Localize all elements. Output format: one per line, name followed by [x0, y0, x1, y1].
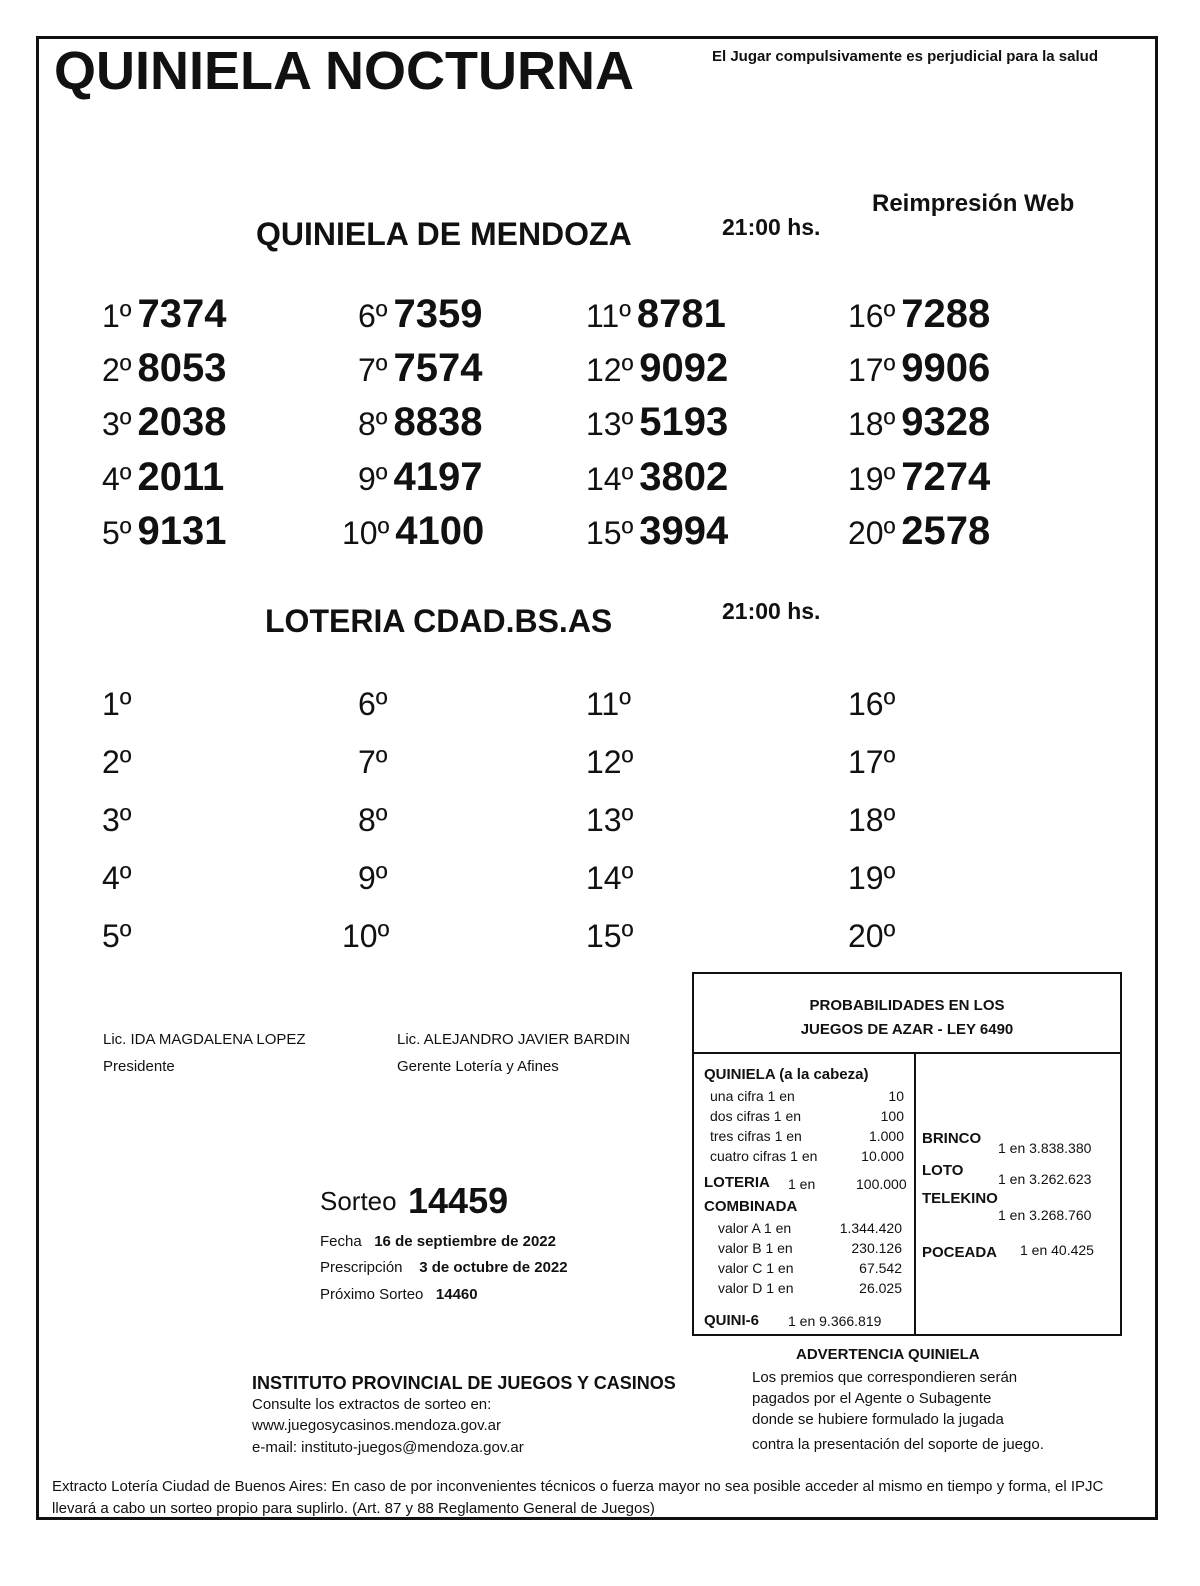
quiniela-prob-value: 100 [880, 1108, 904, 1124]
loteria-position: 2º [102, 744, 132, 780]
mendoza-result-row [102, 292, 226, 337]
quini6-prob-value: 1 en 9.366.819 [788, 1313, 882, 1329]
advertencia-title: ADVERTENCIA QUINIELA [796, 1346, 980, 1363]
mendoza-result-position: 6º [358, 298, 388, 334]
poceada-prob-label: POCEADA [922, 1244, 998, 1261]
combinada-prob-label: valor B 1 en [718, 1240, 793, 1256]
mendoza-result-row [102, 346, 226, 391]
combinada-prob-value: 67.542 [859, 1260, 902, 1276]
instituto-name: INSTITUTO PROVINCIAL DE JUEGOS Y CASINOS [252, 1373, 676, 1393]
mendoza-result-number: 8781 [636, 292, 726, 336]
loteria-title: LOTERIA CDAD.BS.AS [265, 603, 613, 639]
probabilities-header [694, 974, 1120, 1054]
mendoza-result-position: 18º [848, 406, 896, 442]
probabilities-title-2: JUEGOS DE AZAR - LEY 6490 [800, 1021, 1014, 1038]
probabilities-title-1: PROBABILIDADES EN LOS [809, 997, 1005, 1014]
mendoza-result-number: 2011 [137, 455, 225, 499]
mendoza-result-position: 16º [848, 298, 896, 334]
mendoza-result-number: 4197 [393, 455, 483, 499]
fecha-value: 16 de septiembre de 2022 [374, 1233, 556, 1250]
mendoza-result-row [102, 400, 226, 445]
mendoza-result-row [586, 509, 728, 554]
mendoza-result-position: 15º [586, 515, 634, 551]
advertencia-line-4: contra la presentación del soporte de juego. [752, 1436, 1044, 1453]
mendoza-result-position: 3º [102, 406, 132, 442]
signature-right-role: Gerente Lotería y Afines [397, 1058, 559, 1075]
health-warning: El Jugar compulsivamente es perjudicial para la salud [712, 48, 1098, 65]
mendoza-result-position: 8º [358, 406, 388, 442]
mendoza-result-position: 9º [358, 461, 388, 497]
prescripcion-row [320, 1259, 568, 1276]
loteria-position: 17º [848, 744, 896, 780]
combinada-prob-value: 1.344.420 [839, 1220, 902, 1236]
mendoza-result-position: 7º [358, 352, 388, 388]
advertencia-line-3: donde se hubiere formulado la jugada [752, 1411, 1004, 1428]
mendoza-result-number: 9092 [639, 346, 729, 390]
mendoza-result-position: 5º [102, 515, 132, 551]
mendoza-time: 21:00 hs. [722, 214, 821, 240]
advertencia-line-1: Los premios que correspondieren serán [752, 1369, 1018, 1386]
probabilities-divider [914, 1054, 916, 1334]
signature-left-name: Lic. IDA MAGDALENA LOPEZ [103, 1031, 306, 1048]
instituto-email: e-mail: instituto-juegos@mendoza.gov.ar [252, 1439, 524, 1456]
mendoza-result-row [848, 292, 990, 337]
probabilities-box [692, 972, 1122, 1336]
combinada-prob-label: valor A 1 en [718, 1220, 792, 1236]
loto-prob-label: LOTO [922, 1162, 964, 1179]
quiniela-prob-label: tres cifras 1 en [710, 1128, 802, 1144]
mendoza-result-number: 7574 [393, 346, 483, 390]
loteria-position: 7º [358, 744, 388, 780]
page-title: QUINIELA NOCTURNA [54, 41, 634, 101]
advertencia-line-2: pagados por el Agente o Subagente [752, 1390, 992, 1407]
mendoza-result-number: 7374 [137, 292, 227, 336]
brinco-prob-value: 1 en 3.838.380 [998, 1140, 1092, 1156]
mendoza-result-number: 5193 [639, 400, 729, 444]
mendoza-result-row [342, 509, 484, 554]
loteria-time: 21:00 hs. [722, 598, 821, 624]
loteria-position: 18º [848, 802, 896, 838]
mendoza-result-row [358, 346, 482, 391]
mendoza-title: QUINIELA DE MENDOZA [256, 216, 632, 252]
quiniela-prob-label: una cifra 1 en [710, 1088, 795, 1104]
mendoza-result-row [848, 455, 990, 500]
loteria-position: 19º [848, 860, 896, 896]
mendoza-result-row [358, 292, 482, 337]
loteria-position: 1º [102, 686, 132, 722]
mendoza-result-position: 10º [342, 515, 390, 551]
mendoza-result-number: 4100 [395, 509, 485, 553]
mendoza-result-row [848, 400, 990, 445]
mendoza-result-position: 19º [848, 461, 896, 497]
mendoza-result-row [586, 455, 728, 500]
quini6-prob-label: QUINI-6 [704, 1312, 760, 1329]
mendoza-result-position: 12º [586, 352, 634, 388]
instituto-website: www.juegosycasinos.mendoza.gov.ar [252, 1417, 502, 1434]
proximo-value: 14460 [435, 1286, 478, 1303]
mendoza-result-number: 8838 [393, 400, 483, 444]
proximo-row [320, 1286, 478, 1303]
mendoza-result-number: 9906 [901, 346, 991, 390]
combinada-prob-title: COMBINADA [704, 1198, 798, 1215]
loteria-prob-label: LOTERIA [704, 1174, 770, 1191]
mendoza-result-number: 7288 [901, 292, 991, 336]
brinco-prob-label: BRINCO [922, 1130, 982, 1147]
signature-left-role: Presidente [103, 1058, 175, 1075]
loteria-position: 8º [358, 802, 388, 838]
mendoza-result-position: 20º [848, 515, 896, 551]
fecha-label: Fecha [320, 1233, 362, 1250]
mendoza-result-number: 7274 [901, 455, 991, 499]
loteria-position: 4º [102, 860, 132, 896]
quiniela-prob-value: 10 [888, 1088, 904, 1104]
loteria-position: 12º [586, 744, 634, 780]
loteria-position: 9º [358, 860, 388, 896]
mendoza-result-position: 4º [102, 461, 132, 497]
fecha-row [320, 1233, 556, 1250]
mendoza-result-number: 2578 [901, 509, 991, 553]
mendoza-result-number: 3994 [639, 509, 729, 553]
loteria-position: 11º [586, 686, 631, 722]
mendoza-result-row [102, 455, 224, 500]
mendoza-result-number: 3802 [639, 455, 729, 499]
combinada-prob-value: 230.126 [851, 1240, 902, 1256]
quiniela-prob-value: 10.000 [861, 1148, 904, 1164]
mendoza-result-position: 11º [586, 298, 631, 334]
mendoza-result-number: 8053 [137, 346, 227, 390]
mendoza-result-position: 17º [848, 352, 896, 388]
quiniela-prob-label: cuatro cifras 1 en [710, 1148, 818, 1164]
prescripcion-value: 3 de octubre de 2022 [419, 1259, 568, 1276]
loteria-position: 5º [102, 918, 132, 954]
mendoza-result-row [848, 346, 990, 391]
loteria-position: 10º [342, 918, 390, 954]
mendoza-result-number: 7359 [393, 292, 483, 336]
prescripcion-label: Prescripción [320, 1259, 403, 1276]
mendoza-result-row [586, 292, 726, 337]
mendoza-result-row [358, 455, 482, 500]
combinada-prob-label: valor C 1 en [718, 1260, 794, 1276]
combinada-prob-label: valor D 1 en [718, 1280, 794, 1296]
quiniela-prob-title: QUINIELA (a la cabeza) [704, 1066, 869, 1083]
proximo-label: Próximo Sorteo [320, 1286, 424, 1303]
mendoza-result-number: 9131 [137, 509, 227, 553]
sorteo-label: Sorteo [320, 1186, 397, 1216]
mendoza-result-number: 9328 [901, 400, 991, 444]
mendoza-result-row [102, 509, 226, 554]
loto-prob-value: 1 en 3.262.623 [998, 1171, 1092, 1187]
mendoza-result-position: 2º [102, 352, 132, 388]
telekino-prob-label: TELEKINO [922, 1190, 998, 1207]
telekino-prob-value: 1 en 3.268.760 [998, 1207, 1092, 1223]
mendoza-result-position: 14º [586, 461, 634, 497]
footer-note: Extracto Lotería Ciudad de Buenos Aires: En caso de por inconvenientes técnicos o fuerza mayor no sea posible acceder al mismo en tiempo y forma, el IPJC llevará a cabo un sorteo propio para suplirlo. (Art. 87 y 88 Reglamento General de Juegos) [52, 1478, 1104, 1517]
loteria-prob-value: 100.000 [856, 1176, 907, 1192]
loteria-position: 20º [848, 918, 896, 954]
quiniela-prob-value: 1.000 [868, 1128, 904, 1144]
loteria-position: 6º [358, 686, 388, 722]
mendoza-result-row [586, 400, 728, 445]
loteria-position: 14º [586, 860, 634, 896]
signature-right-name: Lic. ALEJANDRO JAVIER BARDIN [397, 1031, 631, 1048]
loteria-position: 13º [586, 802, 634, 838]
reprint-label: Reimpresión Web [872, 190, 1075, 217]
mendoza-result-position: 13º [586, 406, 634, 442]
loteria-position: 16º [848, 686, 896, 722]
mendoza-result-row [848, 509, 990, 554]
mendoza-result-row [586, 346, 728, 391]
quiniela-prob-label: dos cifras 1 en [710, 1108, 802, 1124]
loteria-prob-en: 1 en [788, 1176, 816, 1192]
combinada-prob-value: 26.025 [859, 1280, 902, 1296]
loteria-position: 15º [586, 918, 634, 954]
mendoza-result-number: 2038 [137, 400, 227, 444]
poceada-prob-value: 1 en 40.425 [1020, 1242, 1094, 1258]
sorteo-number: 14459 [408, 1180, 509, 1221]
mendoza-result-position: 1º [102, 298, 132, 334]
mendoza-result-row [358, 400, 482, 445]
loteria-position: 3º [102, 802, 132, 838]
instituto-line-1: Consulte los extractos de sorteo en: [252, 1396, 492, 1413]
